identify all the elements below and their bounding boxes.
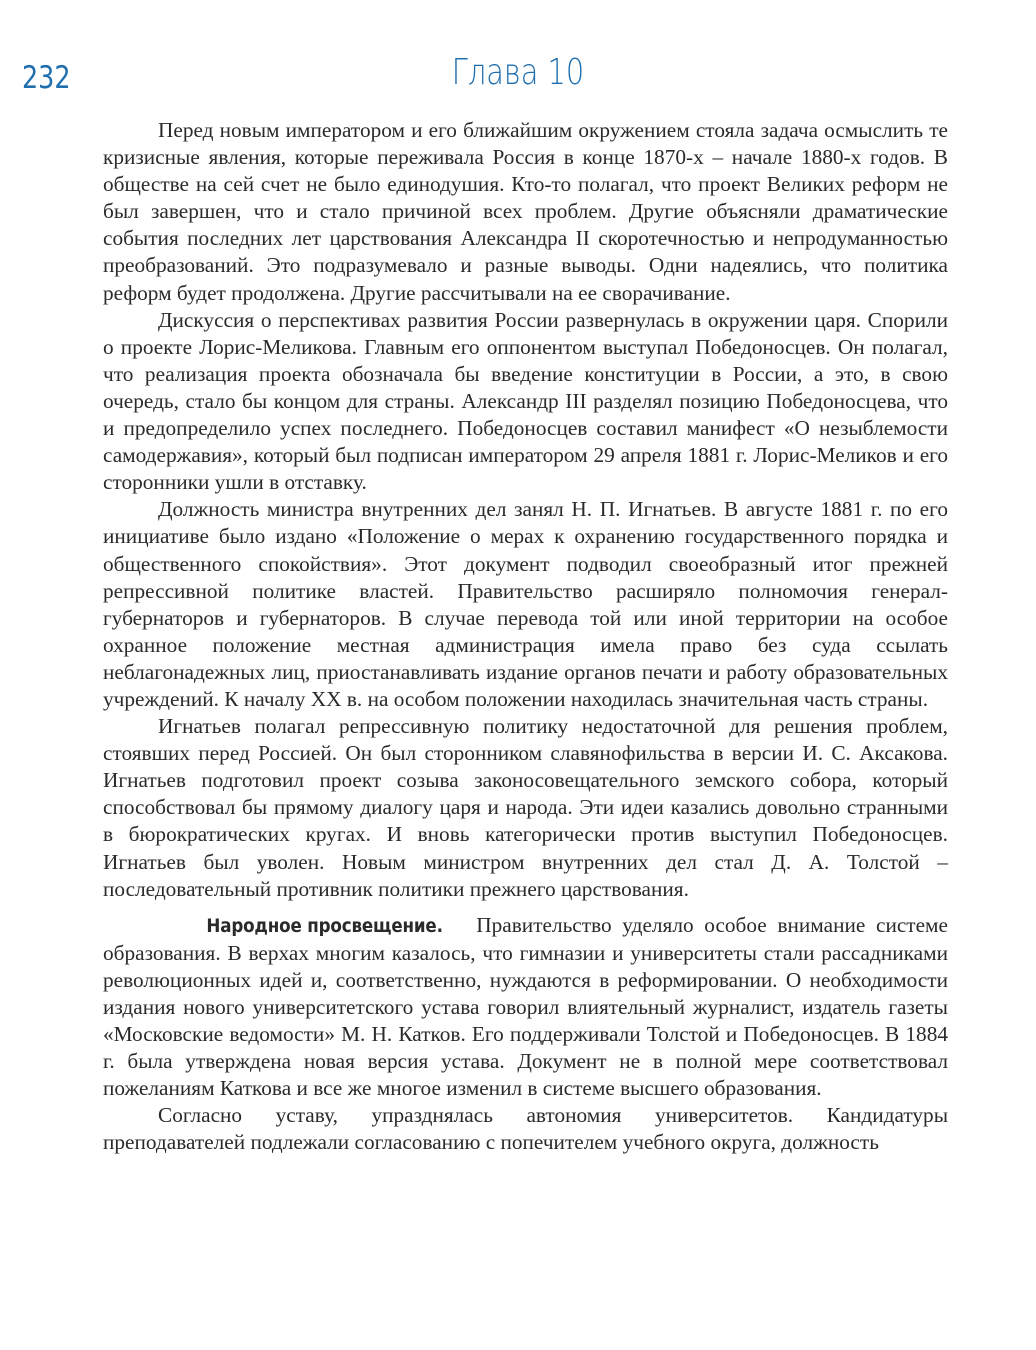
paragraph-education-text: Правительство уделяло особое внимание системе образования. В верхах многим казалось, что гимназии и университеты стали рассадниками революционных идей и, соответственно, нуждаются в реформировании. О необходимости издания нового университетского устава говорил влиятельный журналист, издатель газеты «Московские ведомости» М. Н. Катков. Его поддерживали Толстой и Победоносцев. В 1884 г. была утверждена новая версия устава. Документ не в полной мере соответствовал пожеланиям Каткова и все же многое изменил в системе высшего образования. bbox=[103, 912, 948, 1101]
paragraph-ignatiev-position: Должность министра внутренних дел занял Н. П. Игнатьев. В августе 1881 г. по его инициативе было издано «Положение о мерах к охранению государственного порядка и общественного спокойствия». Этот документ подводил своеобразный итог прежней репрессивной политике властей. Правительство расширяло полномочия генерал-губернаторов и губернаторов. В случае перевода той или иной территории на особое охранное положение местная администрация имела право без суда ссылать неблагонадежных лиц, приостанавливать издание органов печати и работу образовательных учреждений. К началу XX в. на особом положении находилась значительная часть страны. bbox=[103, 497, 948, 711]
page-number: 232 bbox=[22, 60, 71, 96]
paragraph-discussion: Дискуссия о перспективах развития России развернулась в окружении царя. Спорили о проекте Лорис-Меликова. Главным его оппонентом выступал Победоносцев. Он полагал, что реализация проекта обозначала бы введение конституции в России, а это, в свою очередь, стало бы концом для страны. Александр III разделял позицию Победоносцева, что и предопределило успех последнего. Победоносцев составил манифест «О незыблемости самодержавия», который был подписан императором 29 апреля 1881 г. Лорис-Меликов и его сторонники ушли в отставку. bbox=[103, 307, 948, 495]
paragraph-education bbox=[103, 912, 948, 1103]
paragraph-crisis: Перед новым императором и его ближайшим окружением стояла задача осмыслить те кризисные явления, которые переживала Россия в конце 1870-х – начале 1880-х годов. В обществе на сей счет не было единодушия. Кто-то полагал, что проект Великих реформ не был завершен, что и стало причиной всех проблем. Другие объясняли драматические события последних лет царствования Александра II скоротечностью и непродуманностью преобразований. Это подразумевало и разные выводы. Одни надеялись, что политика реформ будет продолжена. Другие рассчитывали на ее сворачивание. bbox=[103, 118, 948, 305]
section-heading-education: Народное просвещение. bbox=[206, 914, 443, 937]
body-text bbox=[103, 117, 948, 1157]
paragraph-university-charter: Согласно уставу, упразднялась автономия университетов. Кандидатуры преподавателей подлежали согласованию с попечителем учебного округа, должность bbox=[103, 1103, 948, 1155]
paragraph-ignatiev-policy: Игнатьев полагал репрессивную политику недостаточной для решения проблем, стоявших перед Россией. Он был сторонником славянофильства в версии И. С. Аксакова. Игнатьев подготовил проект созыва законосовещательного земского собора, который способствовал бы прямому диалогу царя и народа. Эти идеи казались довольно странными в бюрократических кругах. И вновь категорически против выступил Победоносцев. Игнатьев был уволен. Новым министром внутренних дел стал Д. А. Толстой – последовательный противник политики прежнего царствования. bbox=[103, 714, 948, 901]
chapter-title: Глава 10 bbox=[451, 52, 585, 93]
